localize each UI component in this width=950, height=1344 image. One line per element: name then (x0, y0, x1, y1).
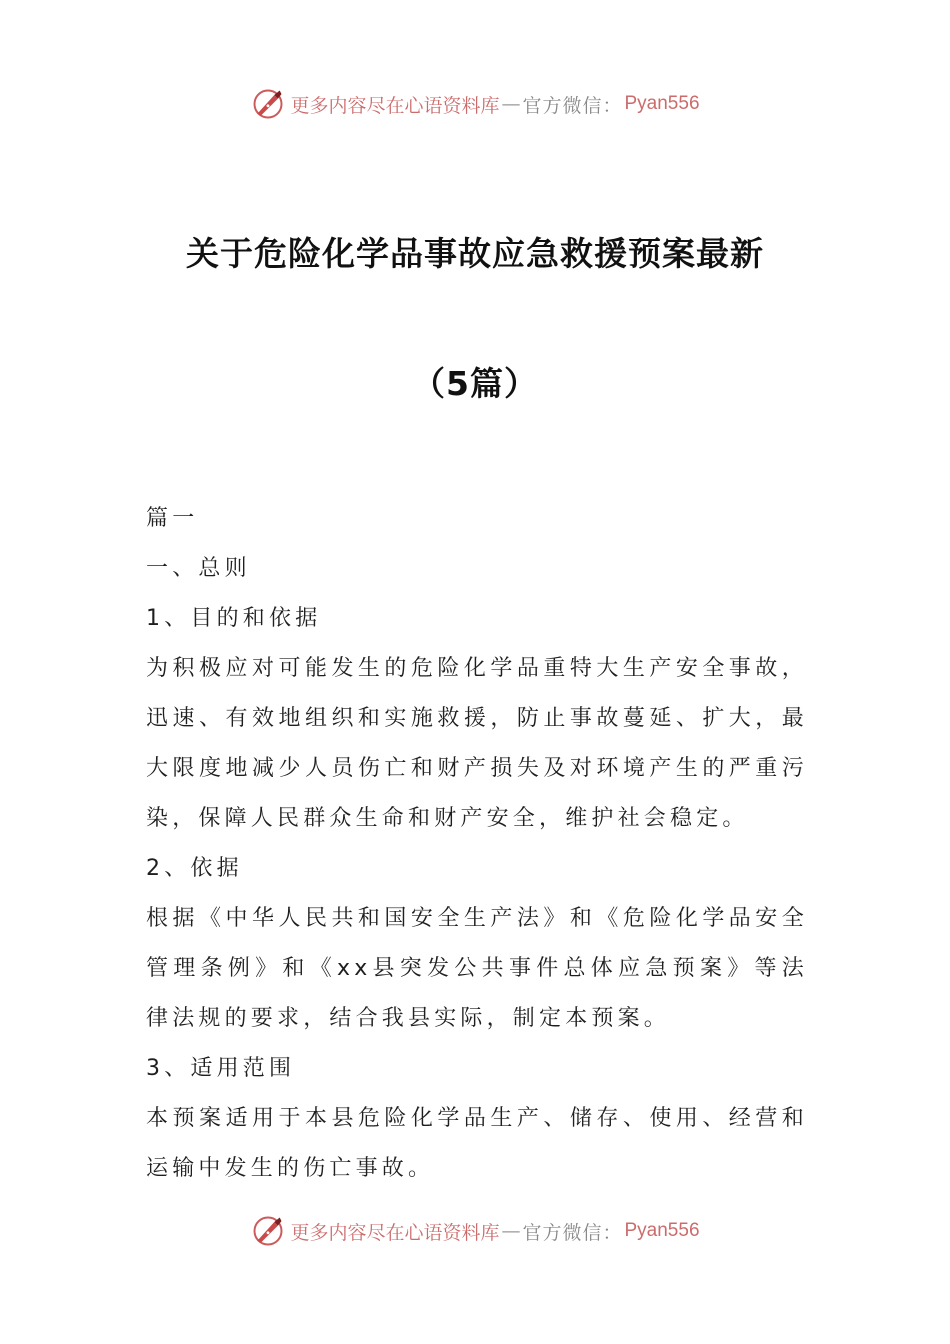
watermark-text: 更多内容尽在心语资料库 (290, 94, 500, 117)
chapter-heading: 一、总则 (146, 556, 251, 581)
document-subtitle: （5篇） (412, 364, 538, 403)
watermark-wechat-id: Pyan556 (624, 1220, 700, 1241)
watermark-dash: — (501, 93, 521, 115)
body-paragraph: 为积极应对可能发生的危险化学品重特大生产安全事故，迅速、有效地组织和实施救援，防止事故蔓延、扩大，最大限度地减少人员伤亡和财产损失及对环境产生的严重污染，保障人民群众生命和财产安全，维护社会稳定。 (146, 656, 808, 831)
section-heading: 篇一 (146, 506, 199, 531)
pen-nib-circle-icon (250, 86, 286, 122)
pen-nib-circle-icon (250, 1213, 286, 1249)
watermark-text: 更多内容尽在心语资料库 (290, 1221, 500, 1244)
body-paragraph: 本预案适用于本县危险化学品生产、储存、使用、经营和运输中发生的伤亡事故。 (146, 1106, 808, 1181)
watermark-label: 官方微信： (522, 1221, 623, 1244)
document-body (146, 494, 808, 1194)
watermark-label: 官方微信： (522, 94, 623, 117)
subsection-heading: 1、目的和依据 (146, 606, 322, 631)
watermark-wechat-id: Pyan556 (624, 93, 700, 114)
subsection-heading: 3、适用范围 (146, 1056, 296, 1081)
document-title: 关于危险化学品事故应急救援预案最新 (186, 234, 764, 273)
watermark-dash: — (501, 1220, 521, 1242)
footer-watermark (0, 1211, 950, 1251)
body-paragraph: 根据《中华人民共和国安全生产法》和《危险化学品安全管理条例》和《xx县突发公共事件总体应急预案》等法律法规的要求，结合我县实际，制定本预案。 (146, 906, 808, 1031)
header-watermark (0, 84, 950, 124)
subsection-heading: 2、依据 (146, 856, 243, 881)
